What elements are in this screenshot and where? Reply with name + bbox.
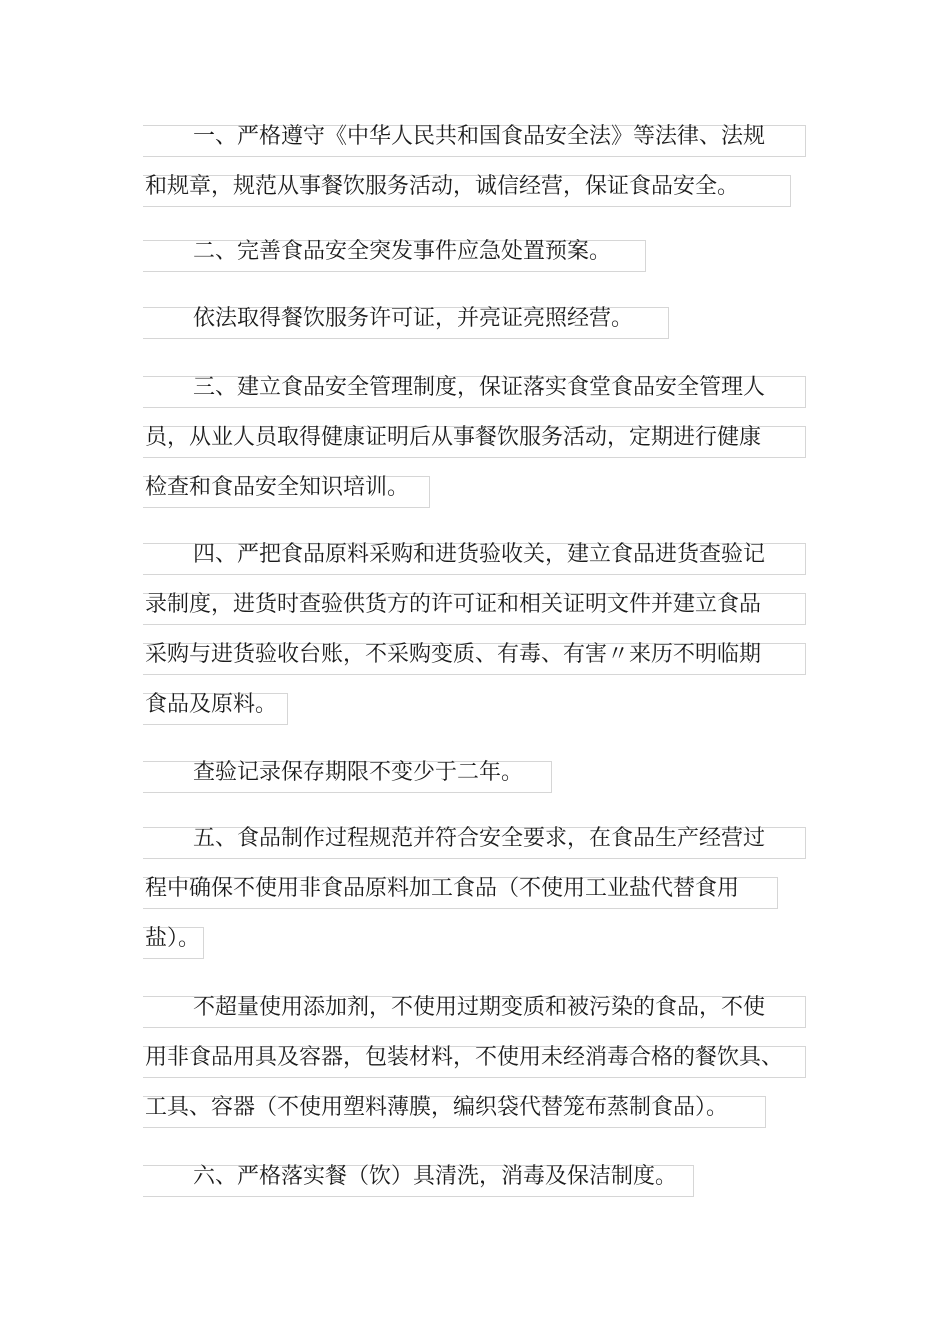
paragraph-5-line-4: 食品及原料。 bbox=[145, 692, 278, 717]
paragraph-5-line-3: 采购与进货验收台账，不采购变质、有毒、有害〃来历不明临期 bbox=[145, 642, 762, 667]
paragraph-8-line-1: 不超量使用添加剂，不使用过期变质和被污染的食品，不使 bbox=[193, 995, 766, 1020]
paragraph-7-line-3: 盐）。 bbox=[145, 926, 201, 951]
paragraph-5-line-1: 四、严把食品原料采购和进货验收关，建立食品进货查验记 bbox=[193, 542, 766, 567]
paragraph-5-line-2: 录制度，进货时查验供货方的许可证和相关证明文件并建立食品 bbox=[145, 592, 762, 617]
paragraph-8-line-2: 用非食品用具及容器，包装材料，不使用未经消毒合格的餐饮具、 bbox=[145, 1045, 784, 1070]
paragraph-4-line-1: 三、建立食品安全管理制度，保证落实食堂食品安全管理人 bbox=[193, 375, 766, 400]
paragraph-7-line-1: 五、食品制作过程规范并符合安全要求，在食品生产经营过 bbox=[193, 826, 766, 851]
paragraph-7-line-2: 程中确保不使用非食品原料加工食品（不使用工业盐代替食用 bbox=[145, 876, 740, 901]
paragraph-1-line-1: 一、严格遵守《中华人民共和国食品安全法》等法律、法规 bbox=[193, 124, 766, 149]
paragraph-6-line-1: 查验记录保存期限不变少于二年。 bbox=[193, 760, 524, 785]
paragraph-3-line-1: 依法取得餐饮服务许可证，并亮证亮照经营。 bbox=[193, 306, 634, 331]
paragraph-8-line-3: 工具、容器（不使用塑料薄膜，编织袋代替笼布蒸制食品）。 bbox=[145, 1095, 729, 1120]
paragraph-9-line-1: 六、严格落实餐（饮）具清洗，消毒及保洁制度。 bbox=[193, 1164, 678, 1189]
paragraph-2-line-1: 二、完善食品安全突发事件应急处置预案。 bbox=[193, 239, 612, 264]
paragraph-4-line-2: 员，从业人员取得健康证明后从事餐饮服务活动，定期进行健康 bbox=[145, 425, 762, 450]
paragraph-4-line-3: 检查和食品安全知识培训。 bbox=[145, 475, 410, 500]
paragraph-1-line-2: 和规章，规范从事餐饮服务活动，诚信经营，保证食品安全。 bbox=[145, 174, 740, 199]
